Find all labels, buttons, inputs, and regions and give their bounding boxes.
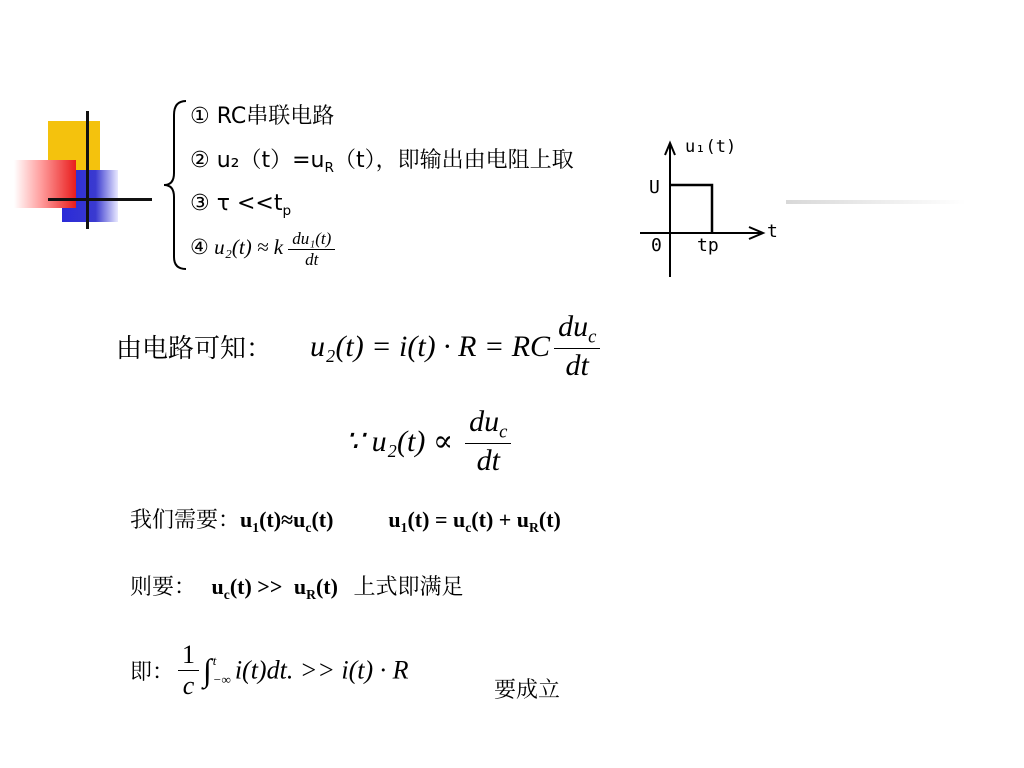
requirement-3-integral: ∫ <box>203 651 212 688</box>
equation-2 <box>345 405 511 478</box>
condition-2-text2: （t），即输出由电阻上取 <box>333 148 574 173</box>
requirement-2-suffix: 上式即满足 <box>353 575 464 600</box>
condition-3-text: τ <<t <box>216 191 283 216</box>
pulse-tp-label: tp <box>697 235 719 256</box>
requirement-line-1 <box>130 503 561 536</box>
equation-1-lhs: u₂(t) = i(t) · R = RC <box>310 329 551 363</box>
condition-3 <box>190 191 291 219</box>
logo-horizontal-line <box>48 198 152 201</box>
condition-2 <box>190 143 574 176</box>
requirement-1-b2: (t) = u <box>407 507 466 532</box>
requirement-3-frac-num: 1 <box>178 640 199 671</box>
pulse-level-label: U <box>649 177 660 198</box>
requirement-2-a1-sub: c <box>223 586 230 602</box>
condition-2-number: ② <box>190 148 210 173</box>
condition-1-text: RC串联电路 <box>216 104 335 129</box>
requirement-2-a4: (t) <box>315 574 338 599</box>
requirement-2-prefix: 则要： <box>130 575 197 600</box>
requirement-line-3 <box>130 640 409 701</box>
requirement-3-prefix: 即： <box>130 659 175 685</box>
equation-2-lhs: ∵ u₂(t) ∝ <box>345 425 454 459</box>
requirement-1-b3-sub: R <box>529 519 539 535</box>
equation-1-prefix: 由电路可知： <box>116 334 273 365</box>
equation-1-frac-num-sub: c <box>588 326 597 348</box>
equation-1-frac-num: du <box>558 310 589 343</box>
requirement-3-frac-den: c <box>182 670 195 700</box>
pulse-x-label: t <box>767 221 778 242</box>
conditions-block <box>160 95 640 275</box>
equation-1 <box>116 310 600 383</box>
slide-logo <box>12 105 152 230</box>
requirement-1-b4: (t) <box>538 507 561 532</box>
requirement-1-b2-sub: c <box>465 519 472 535</box>
requirement-2-a3: u <box>293 574 307 599</box>
decorative-fade-line <box>786 200 966 204</box>
equation-1-fraction <box>554 310 600 383</box>
condition-4-frac-den: dt <box>305 249 319 269</box>
requirement-1-prefix: 我们需要： <box>130 508 241 533</box>
condition-2-sub: R <box>324 159 334 176</box>
logo-vertical-line <box>86 111 89 229</box>
condition-2-text: u₂（t）=u <box>216 148 325 173</box>
requirement-1-a3: (t) <box>311 507 334 532</box>
requirement-3-fraction <box>178 640 199 701</box>
requirement-1-b3: (t) + u <box>471 507 530 532</box>
requirement-2-a3-sub: R <box>306 586 316 602</box>
requirement-3-body: i(t)dt. >> i(t) · R <box>234 655 409 685</box>
requirement-2-a2: (t) >> <box>229 574 288 599</box>
condition-3-number: ③ <box>190 191 210 216</box>
equation-2-frac-den: dt <box>476 443 500 477</box>
condition-4-number: ④ <box>190 234 209 259</box>
requirement-3-suffix: 要成立 <box>494 678 561 703</box>
requirement-3-limits <box>213 651 231 690</box>
requirement-1-a1: u <box>240 507 253 532</box>
pulse-graph <box>635 135 795 280</box>
condition-1 <box>190 99 334 130</box>
requirement-1-b1-sub: 1 <box>400 519 408 535</box>
equation-2-frac-num-sub: c <box>499 421 508 443</box>
condition-1-number: ① <box>190 104 210 129</box>
requirement-1-a1-sub: 1 <box>252 519 260 535</box>
requirement-line-2 <box>130 570 463 603</box>
requirement-1-b1: u <box>388 507 401 532</box>
requirement-1-a2-sub: c <box>305 519 312 535</box>
equation-2-fraction <box>465 405 511 478</box>
equation-2-frac-num: du <box>469 405 500 438</box>
condition-4 <box>190 229 335 269</box>
requirement-3-lower-limit: −∞ <box>212 672 231 688</box>
equation-1-frac-den: dt <box>565 348 589 382</box>
requirement-2-a1: u <box>211 574 224 599</box>
condition-4-lhs: u₂(t) ≈ k <box>214 234 284 259</box>
requirement-1-a2: (t)≈u <box>259 507 306 532</box>
requirement-3-upper-limit: t <box>212 652 217 668</box>
left-brace <box>160 95 190 275</box>
condition-4-fraction <box>288 229 335 269</box>
pulse-y-label: u₁(t) <box>685 137 737 157</box>
condition-4-frac-num: du₁(t) <box>288 229 335 250</box>
condition-3-sub: p <box>282 202 292 219</box>
pulse-origin-label: 0 <box>651 235 662 256</box>
